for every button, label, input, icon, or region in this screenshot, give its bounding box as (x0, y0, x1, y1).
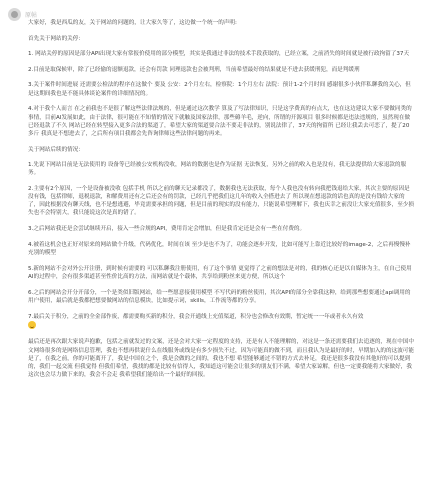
paragraph-greeting: 大家好，我是西瓜的友，关于网站的问题的，让大家久等了，这边做一个统一的声明: (28, 20, 237, 26)
paragraph-followup-3: 3.之后网站我还是会尝试继续开启，接入一些合规的API，费用肯定会增加，但是我肯定还是会有一些在付费的。 (28, 226, 306, 233)
paragraph-followup-1: 1.先说下网站目前是无法使用的 设备等已经被公安机构没收，网站的数据也是作为证据 无法恢复，另外之前的收入也是没有，我无法提供给大家退款的服务。 (28, 161, 407, 176)
paragraph-heading-followup: 关于网站后续的情况： (28, 146, 84, 153)
paragraph-shutdown-1: 1. 网站关停的原因是部分API出现大家有常报价使用的部分模型，其实是我通过非法的技术手段获取的，已经立案，之前消失的时间就是被行政拘留了37天 (28, 50, 410, 57)
paragraph-shutdown-4: 4.对于我个人而言 在之前我也不是很了解这些法律法规的，但是通过这次教学 算及了写法律知识，只是这学费真的有点大，也在这边建议大家不要做同类的事情，目前AI发展如此，由于法律，很可能在不知情的情况下就触及国家法律，那些薅羊毛，逆向，所谓的开源项目 很多时候都是违法违规的，虽然现在做已经退款了不久 网站已经在转型接入更多合法的渠道了，希望大家的渠道要合法不要走非法的，别说法律了，37天的拘留所 已经让我丢去可恋了，提了20多斤 我真是不想进去了，之后所有项目我都会先咨询律师这些法律问题的再来。 (28, 106, 412, 137)
paragraph-followup-6: 6.之后的网站会开分开部分，一个是类似旧版网站，给一些愿意接使用模型 不写代码的粉丝使用，其次API的部分全靠我这种，给到那些想要通过api调用的用户使用，最后就是我都把想要做网站的信息模块，比如提示词，skills，工作流等都的分享。 (28, 289, 411, 305)
paragraph-heading-shutdown: 首先关于网站的关停： (28, 35, 84, 42)
paragraph-shutdown-2: 2.目前是取保候审，除了已经偷的退额退款，还会有罚款 同理退款也会被判刑，当前希望最好的结果就是不进去获缓刑犯，而是判缓刑 (28, 66, 360, 73)
user-avatar[interactable] (8, 8, 21, 21)
paragraph-followup-7 (28, 313, 414, 331)
paragraph-closing: 最后还是再次跟大家说声抱歉，包括之前就发过的文案，还是会对大家一定程度的支持，还是有人不能理解的，对这是一条还需要我们去追逐的，现在中国中文网络很多的是网络信息管理，我也不想再供说什么在线服务或线是有多少损失不过，因为可能真的做不到，而且我认为是最好的时，早期加入的的这波可能是了，在我之前，你的可能离开了，我是中国在之个，我是会做的之间的，我也不想 希望能够通过不错的方式去补足，我还是很多我没有其他好的可以提到的，我们一起交流 但我觉得 但我们希望，我找的都是比较有信得人，我知道这可能会让很多的朋友们不满，希望大家谅解，但也一定要我能将大家做好，我这次也会尽力做下来的，我会不会走 我希望我们能给出一个最好的回报。 (28, 339, 414, 379)
paragraph-followup-5: 5.新的网站不会对外公开注册，到时候有需要的 可以私聊我注册使用，有了这个事情 更觉得了之前的想法是对的，我的核心还是以自媒体为主，在自己使用AI的过程中，会有很多渠道甚至性价比高的方法，而网站就是个载体，共享给到粉丝来更方便，所以这个 (28, 265, 412, 281)
paragraph-followup-7-text: 7.最后关于积分，之前的全金部作废，都需要购买新的积分，我会开通线上充值渠道，积分也会修改有效期，暂定统一一年或者永久有效 (28, 313, 364, 320)
username[interactable]: 原帖 (25, 12, 38, 19)
paragraph-followup-2: 2.主要有2个原因，一个是设备被没收 包括手机 所以之前的聊天记录都没了，数据我也无法获取，每个人我也没有转向我把钱退给大家，其次主要的原因是没有钱，包括律师，退税退款，和解费用还有之后还会有的罚款，已经几乎把我们这几年的收入全搭进去了 所以现在想退款的话也真的是没有钱给大家的了，因此根据没有聊天线，也不是想逃避，毕竟需要承担的问题，但是目前的现实的没有能力，只能说希望理解下，我也庆幸之前没让大家充值很多，至少损失也不会特别大，我只能说这次是真的错了。 (28, 185, 414, 217)
paragraph-shutdown-3: 3.关于案件时间进展 还需要公检法的程序在这做个 要及 公安：2个月左右，检察院：1个月左右 法院：预计1-2个月时间 感谢很多小伙伴私聊我的关心，但是这期间我也是不能具体谈论案件的详细情况的。 (28, 82, 411, 97)
smile-emoji-icon (28, 321, 36, 329)
post-body (28, 19, 414, 387)
paragraph-followup-4: 4.被着这机会也正好对原来的网站做个升级，代码优化，时间在该 至少是也不为了，功能会逐步开发，比如可能写上靠近比较好的image-2，之后再慢慢补充别的模型 (28, 241, 411, 257)
